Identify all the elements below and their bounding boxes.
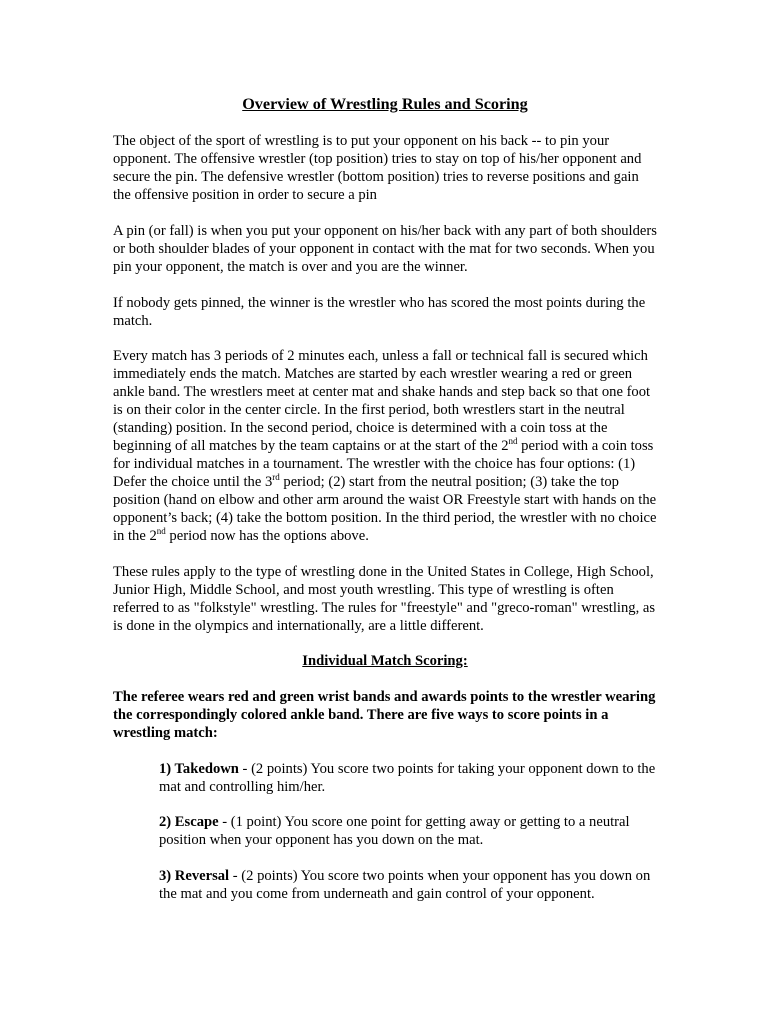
periods-text-4: period now has the options above. bbox=[165, 528, 369, 544]
superscript-nd-2: nd bbox=[156, 526, 166, 537]
rule-text: - (2 points) You score two points when your opponent has you down on the mat and you come from underneath and gain control of your opponent. bbox=[159, 868, 651, 902]
periods-text-1: Every match has 3 periods of 2 minutes each, unless a fall or technical fall is secured which immediately ends the match. Matches are started by each wrestler wearing a red or green ankle band. The wrestlers meet at center mat and shake hands and step back so that one foot is on their color in the center circle. In the first period, both wrestlers start in the neutral (standing) position. In the second period, choice is determined with a coin toss at the beginning of all matches by the team captains or at the start of the 2 bbox=[113, 348, 651, 454]
superscript-rd: rd bbox=[272, 472, 280, 483]
rule-escape bbox=[159, 813, 657, 849]
rule-label: 1) Takedown bbox=[159, 761, 239, 777]
superscript-nd: nd bbox=[508, 436, 518, 447]
rule-text: - (1 point) You score one point for getting away or getting to a neutral position when your opponent has you down on the mat. bbox=[159, 814, 630, 848]
rule-text: - (2 points) You score two points for taking your opponent down to the mat and controlling him/her. bbox=[159, 761, 656, 795]
scoring-heading: Individual Match Scoring: bbox=[302, 653, 468, 669]
paragraph-match-periods bbox=[113, 347, 657, 545]
rule-label: 3) Reversal bbox=[159, 868, 230, 884]
paragraph-pin-definition: A pin (or fall) is when you put your opponent on his/her back with any part of both shoulders or both shoulder blades of your opponent in contact with the mat for two seconds. When you pin your opponent, the match is over and you are the winner. bbox=[113, 223, 657, 275]
periods-text-2: period with a coin toss for individual matches in a tournament. The wrestler with the choice has four options: (1) Defer the choice until the 3 bbox=[113, 438, 654, 490]
periods-text-3: period; (2) start from the neutral position; (3) take the top position (hand on elbow and other arm around the waist OR Freestyle start with hands on the opponent’s back; (4) take the bottom position. In the third period, the wrestler with no choice in the 2 bbox=[113, 474, 657, 544]
scoring-intro: The referee wears red and green wrist bands and awards points to the wrestler wearing the correspondingly colored ankle band. There are five ways to score points in a wrestling match: bbox=[113, 689, 656, 741]
rule-takedown bbox=[159, 760, 657, 796]
paragraph-folkstyle: These rules apply to the type of wrestling done in the United States in College, High School, Junior High, Middle School, and most youth wrestling. This type of wrestling is often referred to as "folkstyle" wrestling. The rules for "freestyle" and "greco-roman" wrestling, as is done in the olympics and internationally, are a little different. bbox=[113, 564, 656, 634]
paragraph-points-winner: If nobody gets pinned, the winner is the wrestler who has scored the most points during the match. bbox=[113, 295, 646, 329]
paragraph-object-of-sport: The object of the sport of wrestling is to put your opponent on his back -- to pin your opponent. The offensive wrestler (top position) tries to stay on top of his/her opponent and secure the pin. The defensive wrestler (bottom position) tries to reverse positions and gain the offensive position in order to secure a pin bbox=[113, 133, 642, 203]
rule-reversal bbox=[159, 867, 657, 903]
document-title: Overview of Wrestling Rules and Scoring bbox=[242, 95, 528, 113]
rule-label: 2) Escape bbox=[159, 814, 219, 830]
